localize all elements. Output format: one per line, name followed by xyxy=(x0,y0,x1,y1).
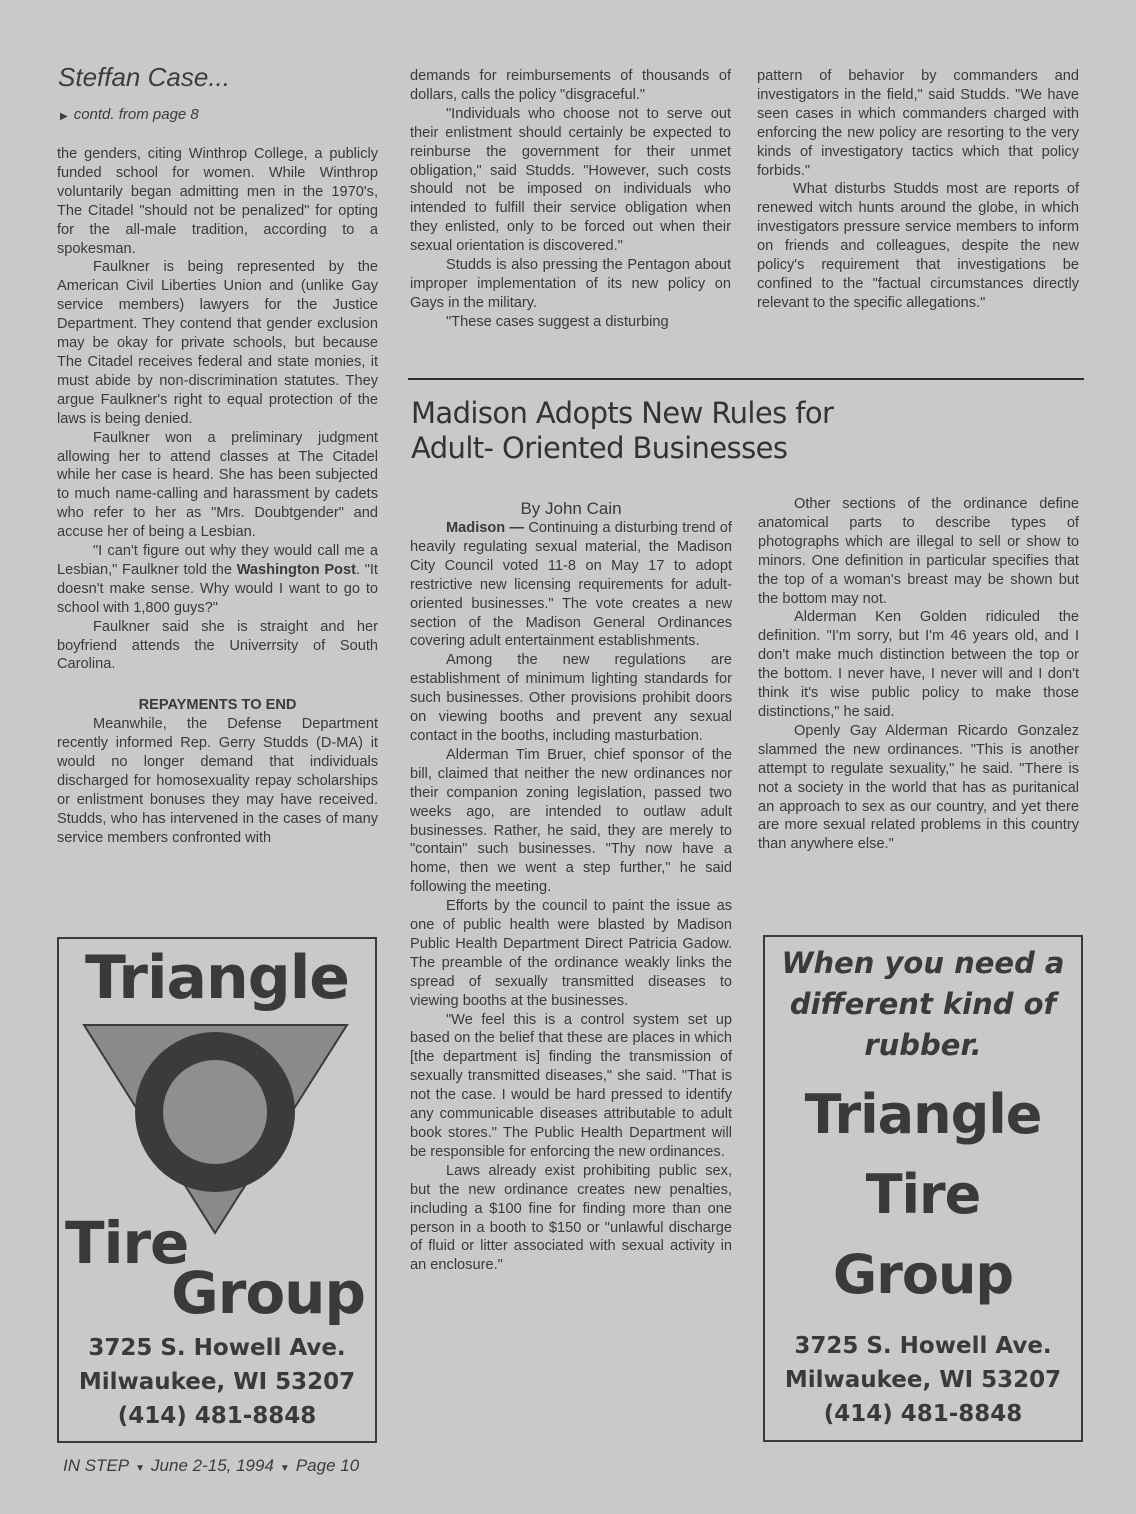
ad-city: Milwaukee, WI 53207 xyxy=(78,1369,356,1395)
article-paragraph: "We feel this is a control system set up based on the belief that these are places in which [the department is] finding the transmission of sexually transmitted diseases," she said. "That is not the case. I would be hard pressed to identify any communicable diseases attributable to adult book stores." The Public Health Department will be responsible for enforcing the new ordinances. xyxy=(410,1011,732,1160)
ad-address: 3725 S. Howell Ave. xyxy=(794,1333,1052,1359)
article-paragraph: Alderman Tim Bruer, chief sponsor of the bill, claimed that neither the new ordinances nor their companion zoning legislation, passed two weeks ago, are intended to outlaw adult businesses. Rather, he said, they are merely to "contain" such businesses. "Thy now have a home, then we went a step further," he said following the meeting. xyxy=(410,746,732,896)
article-paragraph xyxy=(57,542,378,618)
triangle-tire-ad-right xyxy=(763,935,1083,1442)
madison-column-1 xyxy=(410,497,732,1275)
ad-tagline-line-1: When you need a xyxy=(781,946,1065,980)
article-paragraph: Faulkner said she is straight and her boyfriend attends the Univerrsity of South Carolina. xyxy=(57,618,378,673)
ad-tagline xyxy=(765,943,1081,1066)
article-paragraph: Studds is also pressing the Pentagon about improper implementation of its new policy on Gays in the military. xyxy=(410,257,731,311)
article-paragraph xyxy=(410,519,732,651)
publication-name: Washington Post xyxy=(236,561,356,578)
article-paragraph: Faulkner is being represented by the American Civil Liberties Union and (unlike Gay service members) lawyers for the Justice Department. They contend that gender exclusion may be okay for private schools, but because The Citadel receives federal and state monies, it must abide by non-discrimination statutes. They argue Faulkner's right to equal protection of the laws is being denied. xyxy=(57,259,378,427)
continued-from-note xyxy=(60,106,199,123)
ad-brand-word-3: Group xyxy=(832,1243,1014,1306)
article-paragraph: What disturbs Studds most are reports of renewed witch hunts around the globe, in which investigators pressure service members to inform on friends and colleagues, despite the new policy's requirement that investigations be confined to the "factual circumstances directly relevant to the specific allegations." xyxy=(757,181,1079,311)
quote-text: "I can't figure out why they would call me a Lesbian," Faulkner told the xyxy=(57,543,378,578)
section-subhead: REPAYMENTS TO END xyxy=(138,697,297,714)
ad-brand-word-3: Group xyxy=(171,1259,365,1327)
article-paragraph: Faulkner won a preliminary judgment allowing her to attend classes at The Citadel while her case is heard. She has been subjected to much name-calling and harassment by cadets who refer to her as "Mrs. Doubtgender" and accuse her of being a Lesbian. xyxy=(57,429,378,541)
dateline: Madison — xyxy=(446,520,525,536)
article-headline xyxy=(411,396,833,466)
article-paragraph: "These cases suggest a disturbing xyxy=(446,313,669,330)
ad-phone: (414) 481-8848 xyxy=(823,1401,1023,1427)
page-footer xyxy=(63,1456,359,1476)
ad-phone: (414) 481-8848 xyxy=(117,1403,317,1429)
triangle-bullet-icon: ▶ xyxy=(60,111,68,122)
continued-from-text: contd. from page 8 xyxy=(73,106,199,123)
article-paragraph: the genders, citing Winthrop College, a publicly funded school for women. While Winthrop voluntarily began admitting men in the 1970's, The Citadel "should not be penalized" for opting for the all-male tradition, according to a spokesman. xyxy=(57,146,378,257)
headline-line-1: Madison Adopts New Rules for xyxy=(411,396,834,430)
madison-column-2 xyxy=(758,495,1079,854)
footer-publication: IN STEP xyxy=(63,1456,130,1475)
ad-brand-word-2: Tire xyxy=(865,1163,981,1226)
article-paragraph: Efforts by the council to paint the issue as one of public health were blasted by Madison Public Health Department Direct Patricia Gadow. The preamble of the ordinance weakly links the spread of sexually transmitted diseases to viewing booths at the businesses. xyxy=(410,898,732,1009)
steffan-column-1 xyxy=(57,145,378,848)
article-paragraph: Other sections of the ordinance define anatomical parts to describe types of photographs which are illegal to sell or show to minors. One definition in particular specifies that the top of a woman's breast may be shown but the bottom may not. xyxy=(758,496,1079,607)
article-paragraph: Among the new regulations are establishment of minimum lighting standards for such businesses. Other provisions prohibit doors on viewing booths and prevent any sexual contact in the booths, including masturbation. xyxy=(410,652,732,744)
article-paragraph: Alderman Ken Golden ridiculed the definition. "I'm sorry, but I'm 46 years old, and I don't make much distinction between the top or the bottom. I never have, I never will and I don't think it's wise public policy to make those distinctions," he said. xyxy=(758,609,1079,720)
continued-story-kicker: Steffan Case... xyxy=(58,62,230,92)
ad-address: 3725 S. Howell Ave. xyxy=(88,1335,346,1361)
article-paragraph: pattern of behavior by commanders and investigators in the field," said Studds. "We have seen cases in which commanders charged with enforcing the new policy are resorting to the very kinds of investigatory tactics which that policy forbids." xyxy=(757,68,1079,179)
article-paragraph: Openly Gay Alderman Ricardo Gonzalez slammed the new ordinances. "This is another attempt to regulate sexuality," he said. "There is not a society in the world that has as puritanical an approach to sex as our country, and yet there are more sexual related problems in this country than anywhere else." xyxy=(758,722,1079,853)
triangle-tire-ad-left xyxy=(57,937,377,1443)
byline: By John Cain xyxy=(520,499,622,518)
article-paragraph: Meanwhile, the Defense Department recently informed Rep. Gerry Studds (D-MA) it would no longer demand that individuals discharged for homosexuality repay scholarships or enlistment bonuses they may have received. Studds, who has intervened in the cases of many service members confronted with xyxy=(57,716,378,846)
triangle-tire-logo-icon xyxy=(81,1019,351,1239)
article-paragraph: demands for reimbursements of thousands of dollars, calls the policy "disgraceful." xyxy=(410,68,731,103)
footer-page-number: Page 10 xyxy=(295,1456,360,1475)
ad-brand-word-1: Triangle xyxy=(804,1083,1042,1146)
article-paragraph: Laws already exist prohibiting public sex, but the new ordinance creates new penalties, including a $100 fine for finding more than one person in a booth to $150 or "unlawful discharge of fluid or litter associated with sexual activity in an enclosure." xyxy=(410,1162,732,1274)
steffan-column-2 xyxy=(410,67,731,332)
triangle-bullet-icon: ▼ xyxy=(279,1463,290,1474)
lead-text: Continuing a disturbing trend of heavily regulating sexual material, the Madison City Council voted 11-8 on May 17 to adopt restrictive new licensing requirements for adult-oriented businesses." The vote creates a new section of the Madison General Ordinances covering adult entertainment establishments. xyxy=(410,520,732,650)
article-paragraph: "Individuals who choose not to serve out their enlistment should certainly be expected to reinburse the government for their unmet obligation," said Studds. "However, such costs should not be imposed on individuals who intended to fulfill their service obligation when they enlisted, only to be forced out when their sexual orientation is discovered." xyxy=(410,105,731,255)
ad-brand-name xyxy=(765,1075,1081,1315)
headline-line-2: Adult- Oriented Businesses xyxy=(411,431,788,465)
section-divider xyxy=(408,378,1084,380)
quote-text: . "It doesn't make sense. Why would I want to go to school with 1,800 guys?" xyxy=(57,561,378,616)
triangle-bullet-icon: ▼ xyxy=(135,1463,146,1474)
ad-tagline-line-3: rubber. xyxy=(864,1028,982,1062)
footer-date: June 2-15, 1994 xyxy=(151,1456,274,1475)
logo-tire-hub xyxy=(163,1060,267,1164)
ad-brand-word-1: Triangle xyxy=(85,943,349,1013)
ad-tagline-line-2: different kind of xyxy=(789,987,1057,1021)
steffan-column-3 xyxy=(757,67,1079,313)
ad-city: Milwaukee, WI 53207 xyxy=(784,1367,1062,1393)
ad-brand-word-2: Tire xyxy=(65,1209,189,1277)
